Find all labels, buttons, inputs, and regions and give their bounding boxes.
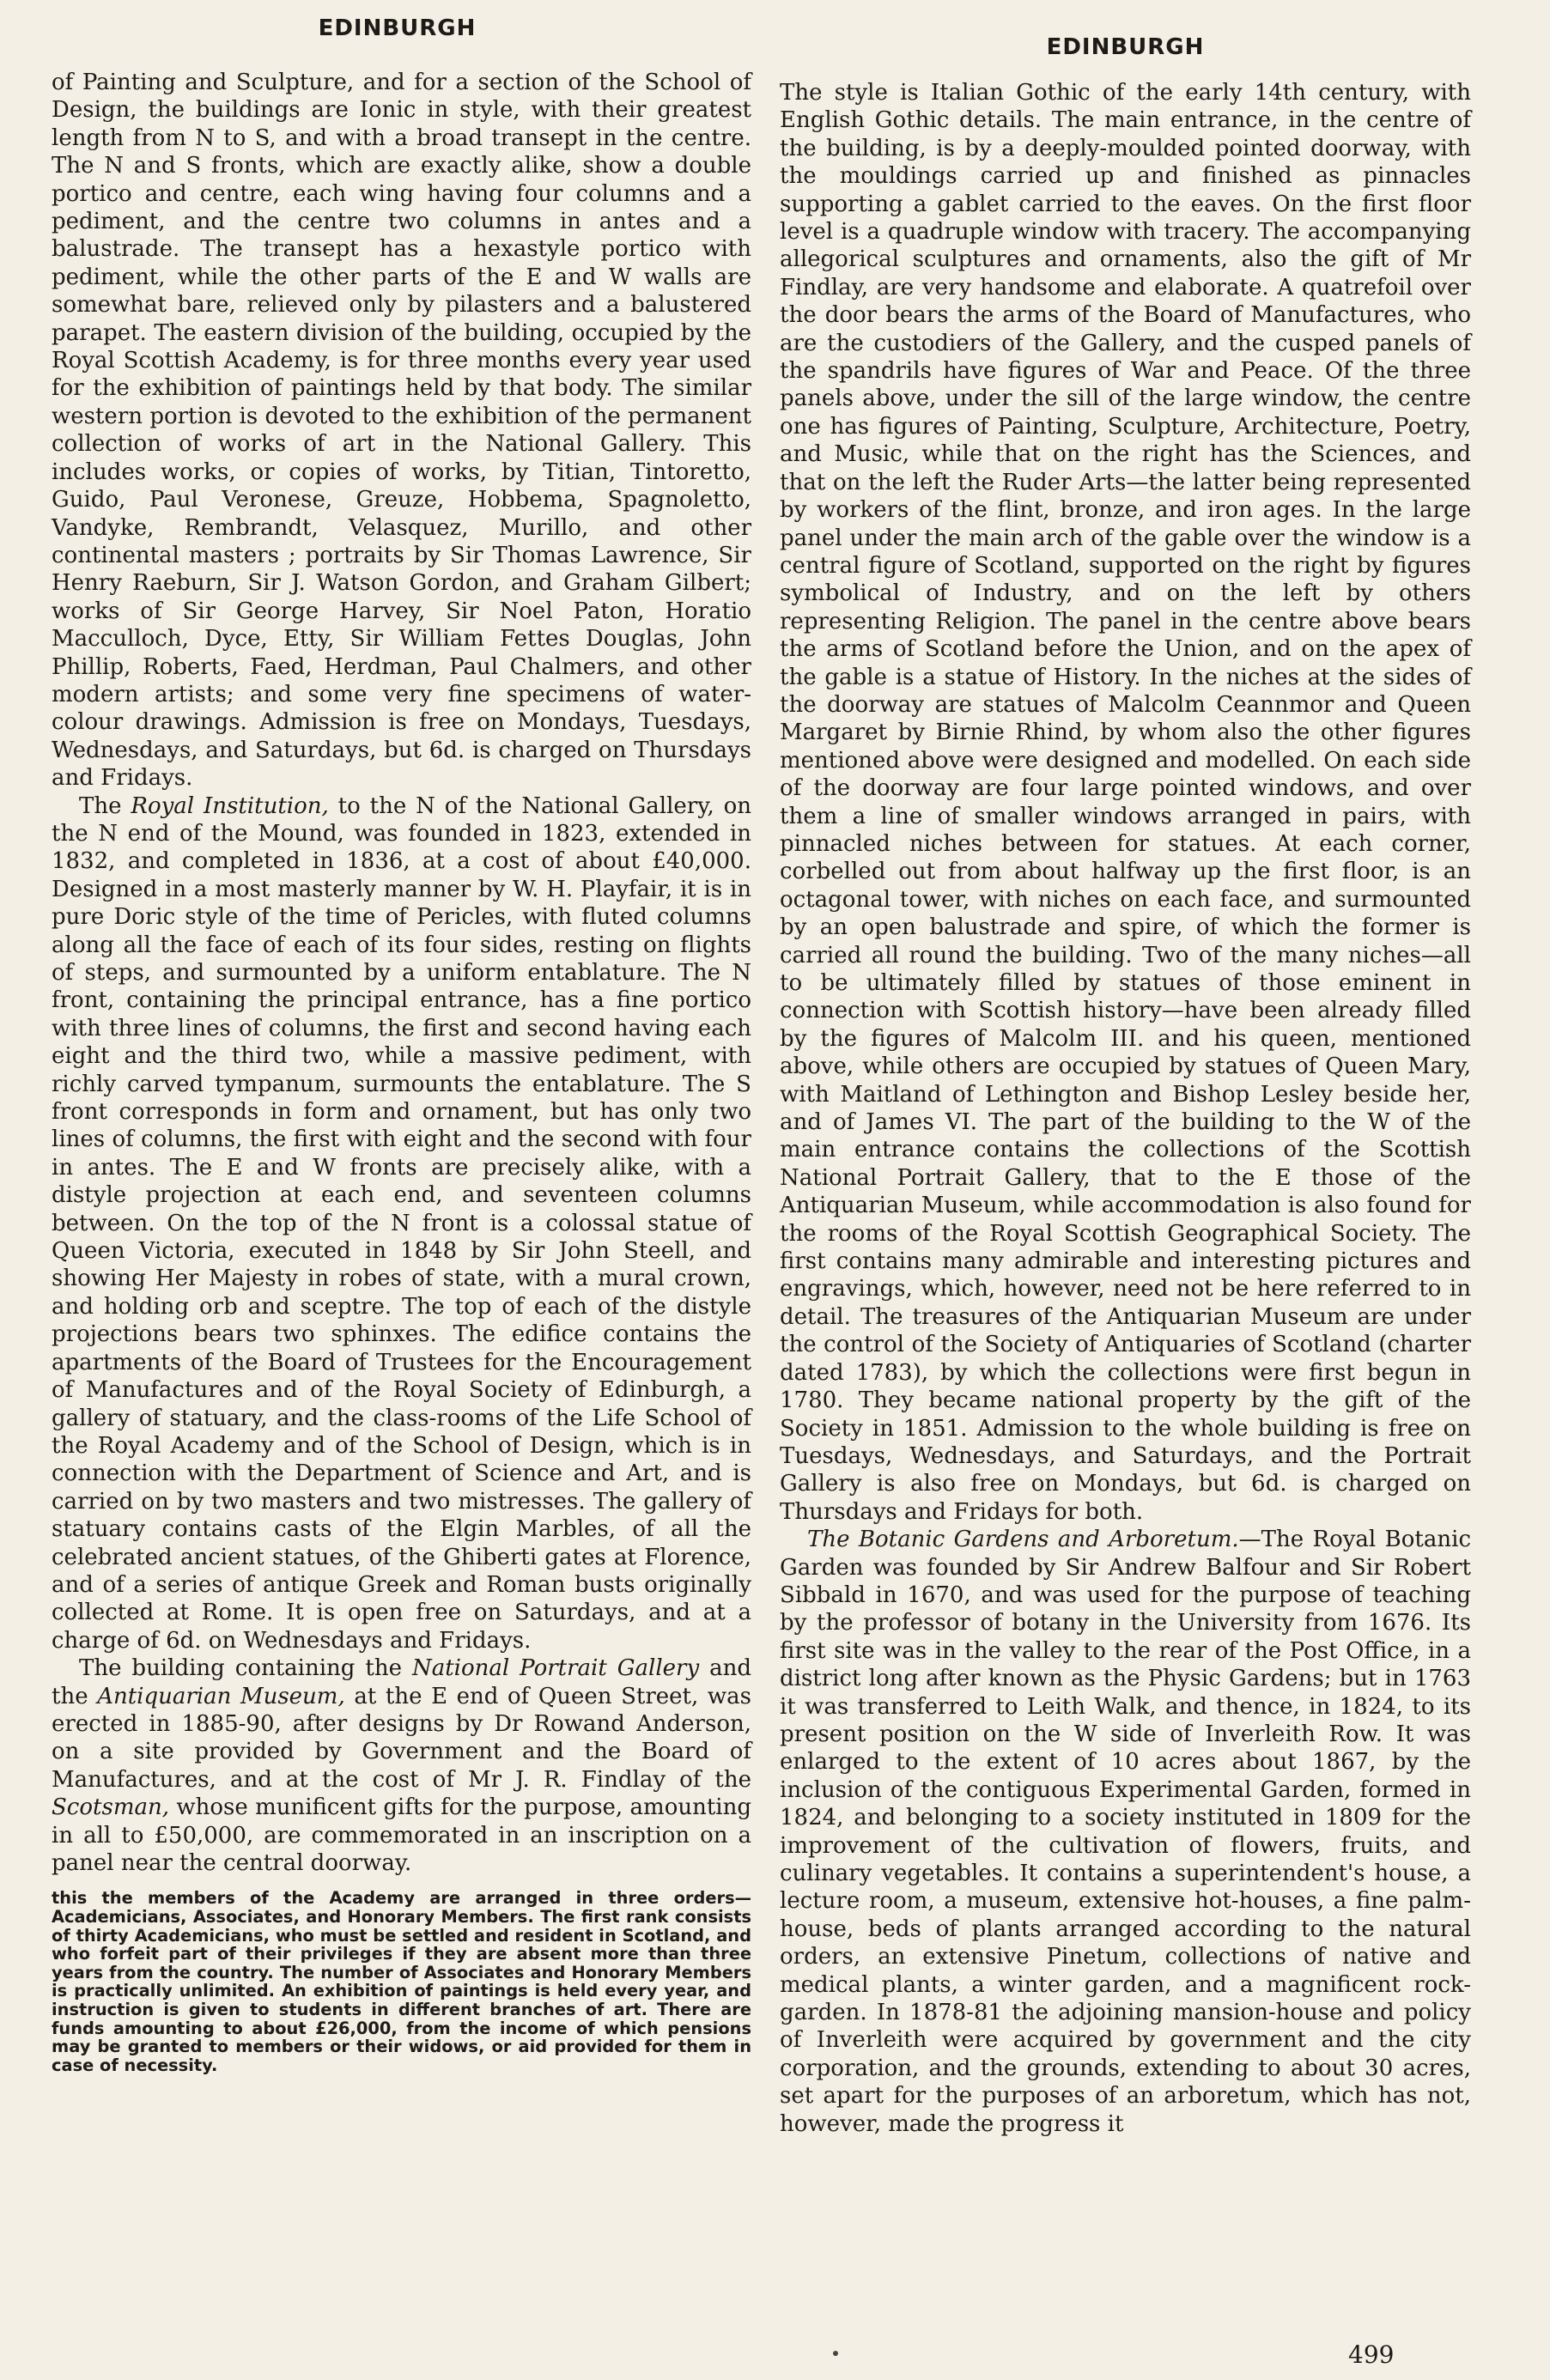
italic-title-botanic-gardens: The Botanic Gardens and Arboretum. (807, 1527, 1239, 1553)
page-number: 499 (1348, 2341, 1395, 2369)
text-span: whose munificent gifts for the purpose, amounting in all to £50,000, are commemorated in an inscription on a panel near the central doorway. (52, 1794, 751, 1876)
printing-dot (833, 2351, 838, 2356)
right-column (780, 79, 1471, 2138)
italic-title-royal-institution: Royal Institution, (131, 792, 329, 819)
paragraph-building-style: The style is Italian Gothic of the early 14th century, with English Gothic details. The main entrance, in the centre of the building, is by a deeply-moulded pointed doorway, with the mouldings carried up and finished as pinnacles supporting a gablet carried to the eaves. On the first floor level is a quadruple window with tracery. The accompanying allegorical sculptures and ornaments, also the gift of Mr Findlay, are very handsome and elaborate. A quatrefoil over the door bears the arms of the Board of Manufactures, who are the custodiers of the Gallery, and the cusped panels of the spandrils have figures of War and Peace. Of the three panels above, under the sill of the large window, the centre one has figures of Painting, Sculpture, Architecture, Poetry, and Music, while that on the right has the Sciences, and that on the left the Ruder Arts—the latter being represented by workers of the flint, bronze, and iron ages. In the large panel under the main arch of the gable over the window is a central figure of Scotland, supported on the right by figures symbolical of Industry, and on the left by others representing Religion. The panel in the centre above bears the arms of Scotland before the Union, and on the apex of the gable is a statue of History. In the niches at the sides of the doorway are statues of Malcolm Ceannmor and Queen Margaret by Birnie Rhind, by whom also the other figures mentioned above were designed and modelled. On each side of the doorway are four large pointed windows, and over them a line of smaller windows arranged in pairs, with pinnacled niches between for statues. At each corner, corbelled out from about halfway up the first floor, is an octagonal tower, with niches on each face, and surmounted by an open balustrade and spire, of which the former is carried all round the building. Two of the many niches—all to be ultimately filled by statues of those eminent in connection with Scottish history—have been already filled by the figures of Malcolm III. and his queen, mentioned above, while others are occupied by statues of Queen Mary, with Maitland of Lethington and Bishop Lesley beside her, and of James VI. The part of the building to the W of the main entrance contains the collections of the Scottish National Portrait Gallery, that to the E those of the Antiquarian Museum, while accommodation is also found for the rooms of the Royal Scottish Geographical Society. The first contains many admirable and interesting pictures and engravings, which, however, need not be here referred to in detail. The treasures of the Antiquarian Museum are under the control of the Society of Antiquaries of Scotland (charter dated 1783), by which the collections were first begun in 1780. They became national property by the gift of the Society in 1851. Admission to the whole building is free on Tuesdays, Wednesdays, and Saturdays, and the Portrait Gallery is also free on Mondays, but 6d. is charged on Thursdays and Fridays for both. (780, 80, 1471, 1525)
running-header-left: EDINBURGH (318, 15, 477, 41)
left-column (52, 69, 751, 2074)
text-span: and the (52, 1655, 752, 1709)
text-span: The (79, 792, 131, 819)
text-span: to the N of the National Gallery, on the N end of the Mound, was founded in 1823, extended in 1832, and completed in 1836, at a cost of about £40,000. Designed in a most masterly manner by W. H. Playfair, it is in pure Doric style of the time of Pericles, with fluted columns along all the face of each of its four sides, resting on flights of steps, and surmounted by a uniform entablature. The N front, containing the principal entrance, has a fine portico with three lines of columns, the first and second having each eight and the third two, while a massive pediment, with richly carved tympanum, surmounts the entablature. The S front corresponds in form and ornament, but has only two lines of columns, the first with eight and the second with four in antes. The E and W fronts are precisely alike, with a distyle projection at each end, and seventeen columns between. On the top of the N front is a colossal statue of Queen Victoria, executed in 1848 by Sir John Steell, and showing Her Majesty in robes of state, with a mural crown, and holding orb and sceptre. The top of each of the distyle projections bears two sphinxes. The edifice contains the apartments of the Board of Trustees for the Encouragement of Manufactures and of the Royal Society of Edinburgh, a gallery of statuary, and the class-rooms of the Life School of the Royal Academy and of the School of Design, which is in connection with the Department of Science and Art, and is carried on by two masters and two mistresses. The gallery of statuary contains casts of the Elgin Marbles, of all the celebrated ancient statues, of the Ghiberti gates at Florence, and of a series of antique Greek and Roman busts originally collected at Rome. It is open free on Saturdays, and at a charge of 6d. on Wednesdays and Fridays. (52, 792, 751, 1654)
italic-title-scotsman: Scotsman, (52, 1794, 169, 1821)
text-span: —The Royal Botanic Garden was founded by Sir Andrew Balfour and Sir Robert Sibbald in 1670, and was used for the purpose of teaching by the professor of botany in the University from 1676. Its first site was in the valley to the rear of the Post Office, in a district long after known as the Physic Gardens; but in 1763 it was transferred to Leith Walk, and thence, in 1824, to its present position on the W side of Inverleith Row. It was enlarged to the extent of 10 acres about 1867, by the inclusion of the contiguous Experimental Garden, formed in 1824, and belonging to a society instituted in 1809 for the improvement of the cultivation of flowers, fruits, and culinary vegetables. It contains a superintendent's house, a lecture room, a museum, extensive hot-houses, a fine palm-house, beds of plants arranged according to the natural orders, an extensive Pinetum, collections of native and medical plants, a winter garden, and a magnificent rock-garden. In 1878-81 the adjoining mansion-house and policy of Inverleith were acquired by government and the city corporation, and the grounds, extending to about 30 acres, set apart for the purposes of an arboretum, which has not, however, made the progress it (780, 1527, 1472, 2137)
text-span: at the E end of Queen Street, was erected in 1885-90, after designs by Dr Rowand Anderson, on a site provided by Government and the Board of Manufactures, and at the cost of Mr J. R. Findlay of the (52, 1683, 751, 1793)
running-header-right: EDINBURGH (1046, 34, 1205, 60)
paragraph-portrait-gallery (52, 1654, 751, 1877)
paragraph-galleries: of Painting and Sculpture, and for a section of the School of Design, the buildings are Ionic in style, with their greatest length from N to S, and with a broad transept in the centre. The N and S fronts, which are exactly alike, show a double portico and centre, each wing having four columns and a pediment, and the centre two columns in antes and a balustrade. The transept has a hexastyle portico with pediment, while the other parts of the E and W walls are somewhat bare, relieved only by pilasters and a balustered parapet. The eastern division of the building, occupied by the Royal Scottish Academy, is for three months every year used for the exhibition of paintings held by that body. The similar western portion is devoted to the exhibition of the permanent collection of works of art in the National Gallery. This includes works, or copies of works, by Titian, Tintoretto, Guido, Paul Veronese, Greuze, Hobbema, Spagnoletto, Vandyke, Rembrandt, Velasquez, Murillo, and other continental masters ; portraits by Sir Thomas Lawrence, Sir Henry Raeburn, Sir J. Watson Gordon, and Graham Gilbert; works of Sir George Harvey, Sir Noel Paton, Horatio Macculloch, Dyce, Etty, Sir William Fettes Douglas, John Phillip, Roberts, Faed, Herdman, Paul Chalmers, and other modern artists; and some very fine specimens of water-colour drawings. Admission is free on Mondays, Tuesdays, Wednesdays, and Saturdays, but 6d. is charged on Thursdays and Fridays. (52, 70, 751, 792)
footnote: this the members of the Academy are arranged in three orders—Academicians, Associates, and Honorary Members. The first rank consists of thirty Academicians, who must be settled and resident in Scotland, and who forfeit part of their privileges if they are absent more than three years from the country. The number of Associates and Honorary Members is practically unlimited. An exhibition of paintings is held every year, and instruction is given to students in different branches of art. There are funds amounting to about £26,000, from the income of which pensions may be granted to members or their widows, or aid provided for them in case of necessity. (52, 1888, 751, 2075)
italic-title-national-portrait-gallery: National Portrait Gallery (411, 1655, 700, 1682)
text-span: The building containing the (79, 1655, 412, 1682)
paragraph-botanic-gardens (780, 1526, 1471, 2138)
paragraph-royal-institution (52, 792, 751, 1655)
italic-title-antiquarian-museum: Antiquarian Museum, (97, 1683, 345, 1709)
